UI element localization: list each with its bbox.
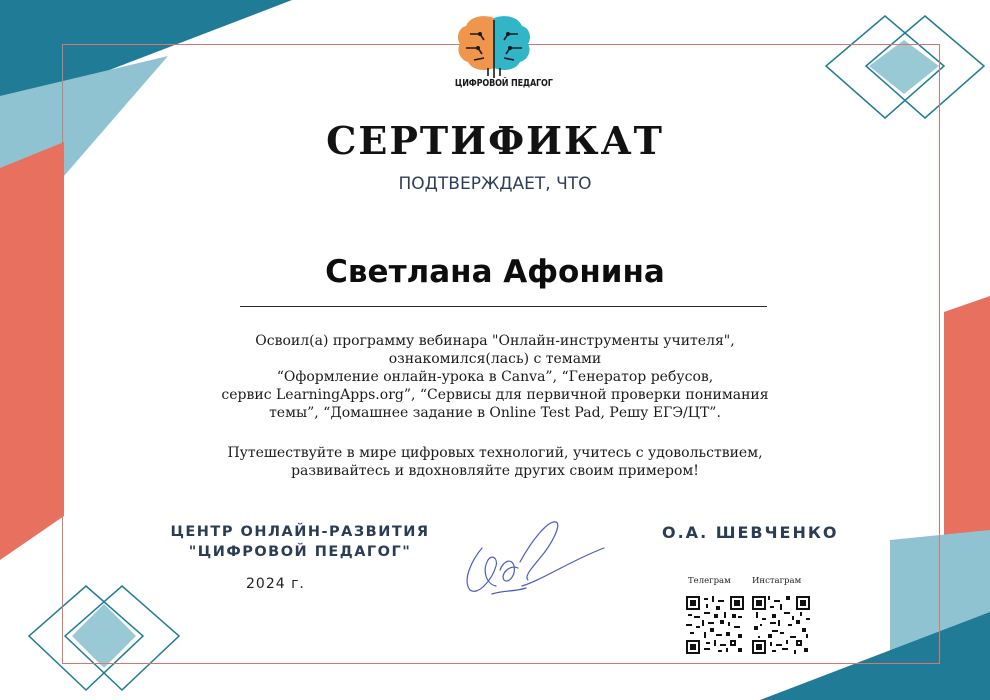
organization-name <box>150 522 450 562</box>
recipient-name: Светлана Афонина <box>325 254 665 290</box>
qr-telegram-label: Телеграм <box>688 576 731 586</box>
certificate-body <box>180 332 810 422</box>
signature <box>452 510 612 610</box>
org-line: "ЦИФРОВОЙ ПЕДАГОГ" <box>188 544 412 560</box>
signer-name: О.А. ШЕВЧЕНКО <box>662 523 839 542</box>
body-line: “Оформление онлайн-урока в Canva”, “Генератор ребусов, <box>276 369 714 385</box>
qr-code-telegram-icon[interactable] <box>686 596 744 654</box>
body-line: Освоил(а) программу вебинара "Онлайн-инструменты учителя", <box>255 333 735 349</box>
logo-text: ЦИФРОВОЙ ПЕДАГОГ <box>454 78 553 89</box>
certificate-year: 2024 г. <box>246 576 305 592</box>
wish-line: развивайтесь и вдохновляйте других своим примером! <box>291 463 699 479</box>
body-line: сервис LearningApps.org”, “Сервисы для первичной проверки понимания <box>221 387 769 403</box>
wish-line: Путешествуйте в мире цифровых технологий, учитесь с удовольствием, <box>227 445 763 461</box>
certificate-title: СЕРТИФИКАТ <box>326 118 664 163</box>
name-underline <box>240 306 767 307</box>
org-line: ЦЕНТР ОНЛАЙН-РАЗВИТИЯ <box>170 524 430 540</box>
logo <box>448 12 553 92</box>
qr-code-instagram-icon[interactable] <box>752 596 810 654</box>
left-coral-shape <box>0 142 64 560</box>
certificate-subtitle: ПОДТВЕРЖДАЕТ, ЧТО <box>398 174 592 194</box>
brain-icon <box>448 12 540 78</box>
certificate-wish <box>180 444 810 480</box>
qr-instagram-label: Инстаграм <box>752 576 802 586</box>
body-line: ознакомился(лась) с темами <box>388 351 602 367</box>
body-line: темы”, “Домашнее задание в Online Test Pad, Решу ЕГЭ/ЦТ”. <box>269 405 721 421</box>
